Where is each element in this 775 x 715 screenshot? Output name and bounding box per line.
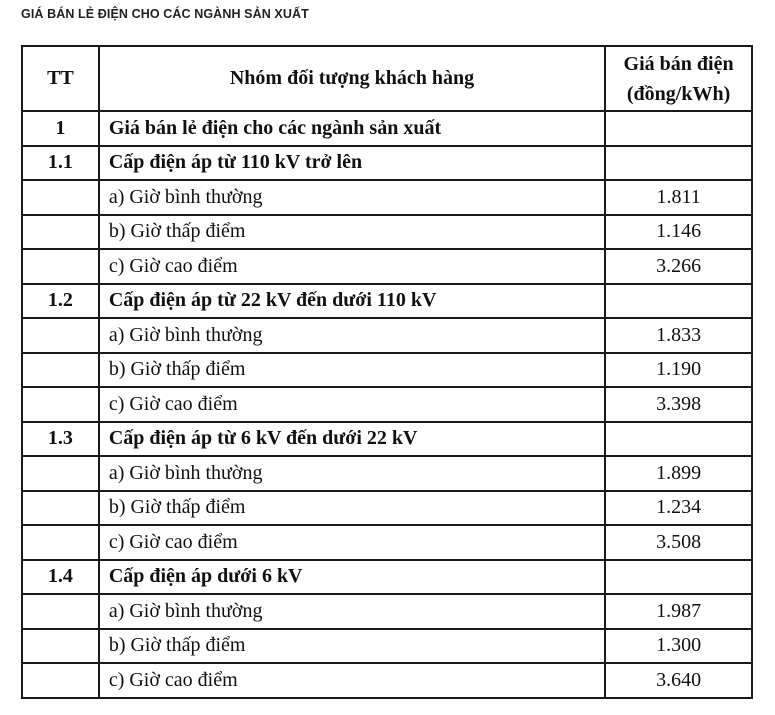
table-row — [22, 215, 752, 250]
table-row — [22, 456, 752, 491]
cell-price — [605, 560, 752, 595]
cell-tt: 1.3 — [22, 422, 99, 457]
cell-customer-group: b) Giờ thấp điểm — [99, 215, 605, 250]
table-row — [22, 249, 752, 284]
cell-tt — [22, 180, 99, 215]
cell-customer-group: c) Giờ cao điểm — [99, 525, 605, 560]
cell-price: 1.146 — [605, 215, 752, 250]
table-row — [22, 594, 752, 629]
cell-price: 1.987 — [605, 594, 752, 629]
cell-price: 1.833 — [605, 318, 752, 353]
cell-price: 1.300 — [605, 629, 752, 664]
cell-tt: 1.2 — [22, 284, 99, 319]
electricity-price-table — [21, 45, 753, 699]
table-row-group — [22, 422, 752, 457]
table-row-group — [22, 111, 752, 146]
cell-price: 1.811 — [605, 180, 752, 215]
table-row-group — [22, 284, 752, 319]
cell-tt: 1 — [22, 111, 99, 146]
cell-customer-group: b) Giờ thấp điểm — [99, 629, 605, 664]
cell-price: 3.640 — [605, 663, 752, 698]
table-row — [22, 629, 752, 664]
cell-customer-group: c) Giờ cao điểm — [99, 663, 605, 698]
cell-price: 3.508 — [605, 525, 752, 560]
cell-customer-group: a) Giờ bình thường — [99, 594, 605, 629]
cell-tt — [22, 629, 99, 664]
header-customer-group: Nhóm đối tượng khách hàng — [99, 46, 605, 111]
cell-customer-group: Cấp điện áp từ 6 kV đến dưới 22 kV — [99, 422, 605, 457]
cell-customer-group: a) Giờ bình thường — [99, 180, 605, 215]
cell-customer-group: Cấp điện áp từ 22 kV đến dưới 110 kV — [99, 284, 605, 319]
cell-tt — [22, 663, 99, 698]
page-title: GIÁ BÁN LẺ ĐIỆN CHO CÁC NGÀNH SẢN XUẤT — [21, 7, 309, 21]
cell-tt — [22, 353, 99, 388]
cell-customer-group: Cấp điện áp từ 110 kV trở lên — [99, 146, 605, 181]
cell-tt: 1.4 — [22, 560, 99, 595]
cell-customer-group: b) Giờ thấp điểm — [99, 491, 605, 526]
cell-tt — [22, 594, 99, 629]
cell-tt — [22, 318, 99, 353]
cell-price — [605, 422, 752, 457]
table-row-group — [22, 560, 752, 595]
cell-tt — [22, 491, 99, 526]
cell-tt — [22, 215, 99, 250]
table-row — [22, 525, 752, 560]
table-row — [22, 663, 752, 698]
cell-tt — [22, 456, 99, 491]
cell-customer-group: c) Giờ cao điểm — [99, 249, 605, 284]
cell-customer-group: c) Giờ cao điểm — [99, 387, 605, 422]
cell-customer-group: Cấp điện áp dưới 6 kV — [99, 560, 605, 595]
cell-price: 3.266 — [605, 249, 752, 284]
cell-price — [605, 146, 752, 181]
table-row — [22, 491, 752, 526]
table-row — [22, 353, 752, 388]
cell-customer-group: b) Giờ thấp điểm — [99, 353, 605, 388]
table-row — [22, 387, 752, 422]
table-row-group — [22, 146, 752, 181]
table-row — [22, 180, 752, 215]
cell-customer-group: a) Giờ bình thường — [99, 318, 605, 353]
header-price-line1: Giá bán điện — [623, 52, 734, 75]
cell-price — [605, 284, 752, 319]
cell-tt — [22, 249, 99, 284]
cell-tt — [22, 525, 99, 560]
cell-price: 1.234 — [605, 491, 752, 526]
header-tt: TT — [22, 46, 99, 111]
cell-tt — [22, 387, 99, 422]
header-price-line2: (đồng/kWh) — [626, 82, 731, 105]
table-header-row — [22, 46, 752, 111]
cell-price: 1.899 — [605, 456, 752, 491]
cell-customer-group: Giá bán lẻ điện cho các ngành sản xuất — [99, 111, 605, 146]
cell-price — [605, 111, 752, 146]
table-row — [22, 318, 752, 353]
table-body — [22, 111, 752, 698]
header-price — [605, 46, 752, 111]
cell-tt: 1.1 — [22, 146, 99, 181]
cell-customer-group: a) Giờ bình thường — [99, 456, 605, 491]
cell-price: 1.190 — [605, 353, 752, 388]
cell-price: 3.398 — [605, 387, 752, 422]
